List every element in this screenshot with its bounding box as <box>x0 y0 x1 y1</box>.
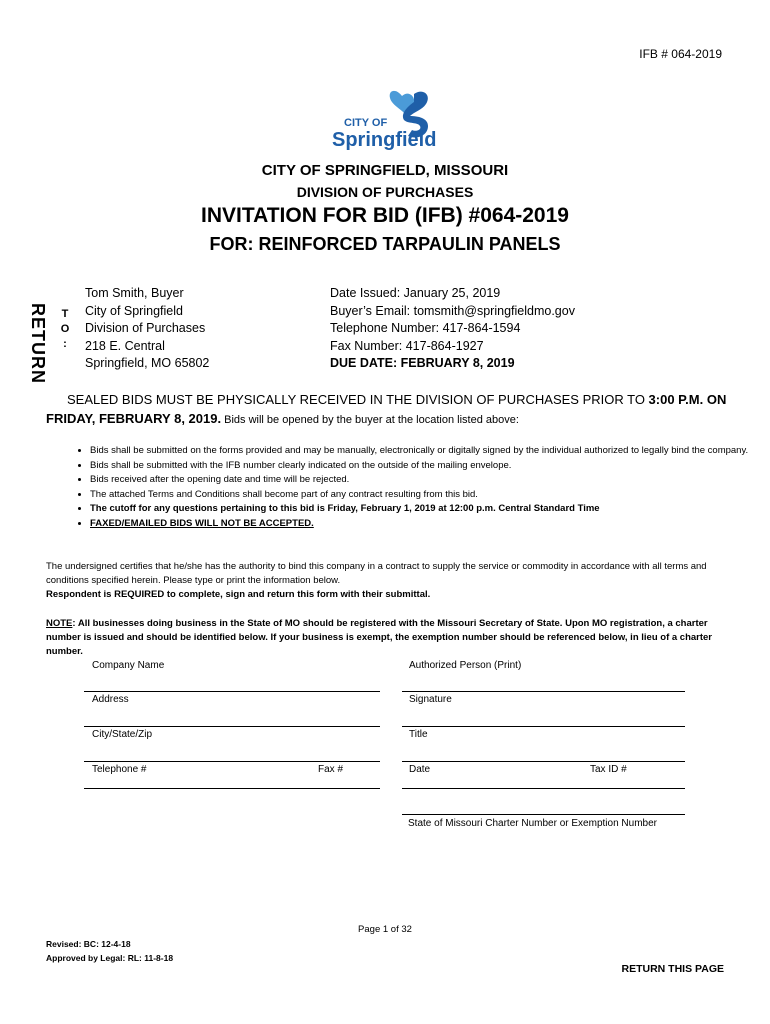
to-letter: O <box>60 323 70 335</box>
revised-line: Revised: BC: 12-4-18 <box>46 939 131 949</box>
address-label: Address <box>92 694 129 705</box>
list-item: • Bids shall be submitted with the IFB number clearly indicated on the outside of the mailing envelope. <box>90 459 750 473</box>
date-tax-id-field[interactable] <box>402 788 685 789</box>
address-field[interactable] <box>84 726 380 727</box>
telephone-fax-field[interactable] <box>84 788 380 789</box>
fax-label: Fax # <box>318 764 344 775</box>
list-item: • FAXED/EMAILED BIDS WILL NOT BE ACCEPTED. <box>90 517 750 531</box>
city-state-zip-field[interactable] <box>84 761 380 762</box>
sealed-text: SEALED BIDS MUST BE PHYSICALLY RECEIVED IN THE DIVISION OF PURCHASES PRIOR TO <box>67 392 649 407</box>
bid-instructions <box>70 444 750 531</box>
revision-info <box>46 937 173 965</box>
title-label: Title <box>409 729 428 740</box>
sealed-tail: Bids will be opened by the buyer at the location listed above: <box>221 414 519 426</box>
bid-info <box>330 285 575 373</box>
return-this-page: RETURN THIS PAGE <box>621 963 724 975</box>
logo-line1: CITY OF <box>344 117 388 129</box>
charter-number-field[interactable] <box>402 814 685 815</box>
cert-statement: The undersigned certifies that he/she has the authority to bind this company in a contract to supply the service or commodity in accordance with all terms and conditions specified herein. Please type or print the information below. <box>46 561 707 586</box>
list-item: • The attached Terms and Conditions shall become part of any contract resulting from this bid. <box>90 488 750 502</box>
registration-note <box>46 617 736 659</box>
address-line: Springfield, MO 65802 <box>85 356 210 370</box>
title-field[interactable] <box>402 761 685 762</box>
list-item: • Bids received after the opening date and time will be rejected. <box>90 473 750 487</box>
to-letter: : <box>63 338 67 350</box>
address-line: Division of Purchases <box>85 321 206 335</box>
signature-label: Signature <box>409 694 452 705</box>
org-name: CITY OF SPRINGFIELD, MISSOURI <box>261 162 509 179</box>
ifb-number: IFB # 064-2019 <box>639 47 722 61</box>
authorized-person-label: Authorized Person (Print) <box>409 660 522 671</box>
date-issued: Date Issued: January 25, 2019 <box>330 286 501 300</box>
address-line: Tom Smith, Buyer <box>85 286 184 300</box>
to-label <box>60 307 70 352</box>
company-name-label: Company Name <box>92 660 165 671</box>
certification-text <box>46 560 736 602</box>
return-address <box>85 285 209 373</box>
date-label: Date <box>409 764 431 775</box>
return-text: RETURN <box>28 303 48 384</box>
approved-line: Approved by Legal: RL: 11-8-18 <box>46 953 174 963</box>
page-number: Page 1 of 32 <box>358 924 412 935</box>
charter-number-label: State of Missouri Charter Number or Exemption Number <box>408 818 657 829</box>
address-line: 218 E. Central <box>85 338 165 353</box>
telephone-number: Telephone Number: 417-864-1594 <box>330 321 521 335</box>
address-line: City of Springfield <box>85 303 183 318</box>
sealed-bids-notice <box>46 390 736 430</box>
org-division: DIVISION OF PURCHASES <box>296 184 474 200</box>
logo-line2: Springfield <box>332 129 437 151</box>
authorized-person-field[interactable] <box>402 691 685 692</box>
list-item: • Bids shall be submitted on the forms provided and may be manually, electronically or digitally signed by the individual authorized to legally bind the company. <box>90 444 750 458</box>
list-item: • The cutoff for any questions pertaining to this bid is Friday, February 1, 2019 at 12:00 p.m. Central Standard Time <box>90 502 750 516</box>
tax-id-label: Tax ID # <box>590 764 627 775</box>
city-of-springfield-logo <box>330 86 440 152</box>
city-state-zip-label: City/State/Zip <box>92 729 153 740</box>
due-date: DUE DATE: FEBRUARY 8, 2019 <box>330 356 515 370</box>
sealed-deadline: 3:00 P.M. ON FRIDAY, FEBRUARY 8, 2019. <box>46 392 727 426</box>
telephone-label: Telephone # <box>92 764 147 775</box>
buyer-email: Buyer’s Email: tomsmith@springfieldmo.gov <box>330 303 575 318</box>
company-name-field[interactable] <box>84 691 380 692</box>
cert-required: Respondent is REQUIRED to complete, sign and return this form with their submittal. <box>46 589 431 600</box>
return-label <box>22 303 52 393</box>
page-subtitle: FOR: REINFORCED TARPAULIN PANELS <box>209 234 561 254</box>
fax-number: Fax Number: 417-864-1927 <box>330 338 484 353</box>
note-label: NOTE <box>46 618 73 629</box>
page-title: INVITATION FOR BID (IFB) #064-2019 <box>201 204 569 227</box>
to-letter: T <box>61 308 69 320</box>
signature-field[interactable] <box>402 726 685 727</box>
note-text: : All businesses doing business in the State of MO should be registered with the Missouri Secretary of State. Upon MO registration, a charter number is issued and should be identified below. If your business is exempt, the exemption number should be referenced below, in lieu of a charter number. <box>46 618 713 657</box>
